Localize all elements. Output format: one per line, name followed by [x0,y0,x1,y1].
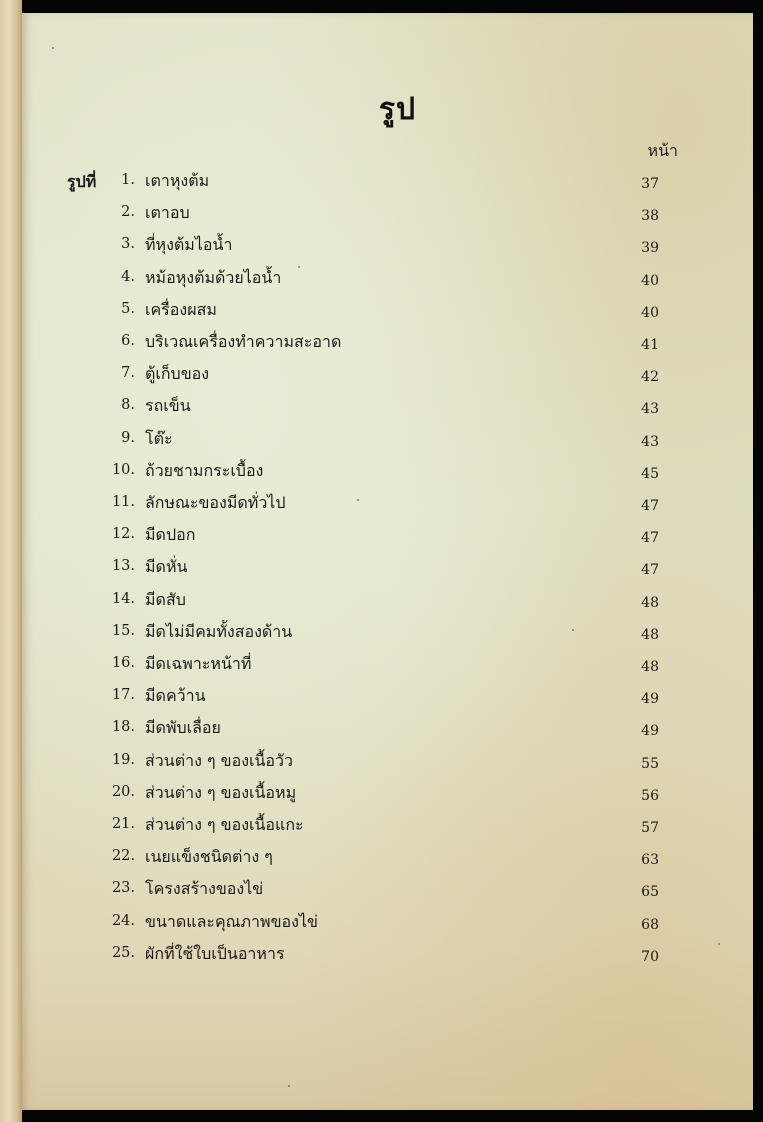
figure-label: ส่วนต่าง ๆ ของเนื้อหมู [145,782,297,802]
figure-number: 7. [121,365,135,382]
figure-number: 22. [111,848,135,865]
figure-row [22,812,753,840]
figure-number: 23. [111,880,135,897]
figure-number: 6. [121,333,135,349]
figure-row [22,490,753,518]
figure-number: 13. [111,558,135,575]
figure-label: มีดหั่น [145,557,188,577]
figure-page: 39 [641,240,659,257]
figure-page: 48 [641,626,659,643]
figure-label: เตาอบ [145,203,190,223]
figure-number: 18. [111,719,135,736]
figure-page: 70 [641,948,659,965]
figure-row [22,941,753,969]
figure-label: ส่วนต่าง ๆ ของเนื้อวัว [145,750,293,770]
figure-label: ที่หุงต้มไอน้ำ [145,235,233,255]
figure-row [22,909,753,937]
figure-number: 12. [111,526,135,543]
figure-label: มีดคว้าน [145,686,206,706]
figure-page: 49 [641,691,659,708]
figure-page: 63 [641,852,659,869]
figure-row [22,619,753,647]
figure-label: โต๊ะ [145,428,173,448]
figure-label: มีดไม่มีคมทั้งสองด้าน [145,621,293,641]
figure-page: 42 [641,369,659,386]
figure-number: 1. [121,172,135,188]
figure-number: 3. [121,236,135,253]
figure-page: 40 [641,272,659,289]
figure-label: ส่วนต่าง ๆ ของเนื้อแกะ [145,815,304,834]
figure-label: บริเวณเครื่องทำความสะอาด [145,332,342,351]
figure-number: 25. [111,944,135,961]
figure-label: ผักที่ใช้ใบเป็นอาหาร [145,943,285,963]
figure-number: 21. [111,816,135,832]
figure-label: โครงสร้างของไข่ [145,879,264,899]
figure-number: 2. [121,204,135,221]
document-page [22,13,753,1110]
figure-page: 56 [641,787,659,804]
figure-row [22,426,753,454]
figure-row [22,329,753,357]
figure-number: 24. [111,912,135,929]
figure-label: มีดพับเลื่อย [145,718,221,738]
figure-row [22,361,753,389]
figure-row [22,780,753,808]
figure-row [22,554,753,582]
paper-speck [52,47,54,49]
figure-page: 55 [641,755,659,772]
figure-page: 47 [641,530,659,547]
figure-label: ถ้วยชามกระเบื้อง [145,460,264,480]
figure-page: 43 [641,401,659,418]
figure-number: 14. [111,590,135,607]
figure-number: 8. [121,397,135,414]
figure-number: 9. [121,429,135,446]
figure-label: มีดเฉพาะหน้าที่ [145,654,252,673]
figure-page: 48 [641,594,659,611]
figure-label: ลักษณะของมีดทั่วไป [145,493,286,512]
adjacent-page-edge [0,0,22,1122]
figure-label: ขนาดและคุณภาพของไข่ [145,911,318,931]
figure-row [22,168,753,196]
paper-speck [572,629,574,631]
figure-row [22,587,753,615]
paper-speck [357,499,359,501]
figure-row [22,651,753,679]
figure-page: 38 [641,208,659,225]
figure-page: 40 [641,304,659,321]
figure-row [22,876,753,904]
figure-page: 49 [641,723,659,740]
figure-page: 47 [641,562,659,579]
page-title: รูป [378,92,417,127]
figure-label: เครื่องผสม [145,299,217,319]
paper-speck [718,943,720,945]
figure-row [22,265,753,293]
figure-page: 43 [641,433,659,450]
figure-row [22,232,753,260]
figure-row [22,715,753,743]
figure-number: 4. [121,268,135,285]
figure-page: 57 [641,820,659,836]
figure-row [22,748,753,776]
figure-page: 47 [641,498,659,514]
figure-label: ตู้เก็บของ [145,364,210,384]
figure-page: 41 [641,337,659,353]
figure-label: หม้อหุงต้มด้วยไอน้ำ [145,267,282,287]
figure-row [22,393,753,421]
figure-row [22,844,753,872]
figure-page: 37 [641,176,659,192]
figure-label: มีดสับ [145,589,186,609]
figure-label: เตาหุงต้ม [145,171,210,190]
paper-speck [288,1085,290,1087]
figure-page: 68 [641,916,659,933]
figure-row [22,522,753,550]
figure-number: 15. [111,622,135,639]
figure-number: 19. [111,751,135,768]
figure-label: มีดปอก [145,525,196,545]
figure-page: 48 [641,659,659,675]
row-prefix: รูปที่ [67,172,97,191]
figure-row [22,297,753,325]
figure-number: 5. [121,300,135,317]
page-column-header: หน้า [647,141,678,160]
figure-number: 20. [111,783,135,800]
figure-page: 65 [641,884,659,901]
figure-label: รถเข็น [145,396,191,416]
figure-number: 17. [111,687,135,704]
figure-number: 10. [111,461,135,478]
paper-speck [298,266,300,268]
figure-row [22,683,753,711]
figure-number: 11. [111,494,135,510]
figure-number: 16. [111,655,135,671]
figure-row [22,458,753,486]
figure-row [22,200,753,228]
figure-label: เนยแข็งชนิดต่าง ๆ [145,847,273,867]
figure-page: 45 [641,465,659,482]
